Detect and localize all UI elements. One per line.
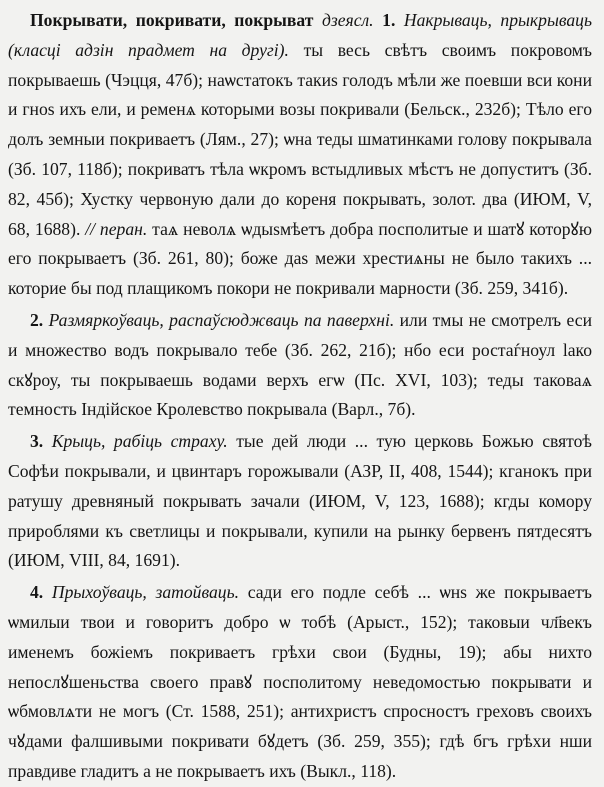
sense-number: 2.: [30, 309, 44, 330]
sense-text: ты весь свѣтъ своимъ покровомъ покрываешь (Чэцця, 47б); наѡстатокъ такиѕ голодъ мѣли же поевши вси кони и гноѕ ихъ ели, и ременѧ которыми возы покривали (Бельск., 232б); Тѣло его долъ земныи покриваетъ (Лям., 27); ѡна теды шматинками голову покрывала (Зб. 107, 118б); покриватъ тѣла ѡкромъ встыдливых мѣстъ не допуститъ (Зб. 82, 45б); Хустку червоную дали до кореня покрывать, золот. два (ИЮМ, V, 68, 1688).: [8, 39, 593, 239]
sense-text: тые дей люди ... тую церковь Божью святоѣ Софѣи покрывали, и цвинтаръ горожывали (АЗР, II, 408, 1544); кганокъ при ратушу древняный покрывать зачали (ИЮМ, V, 123, 1688); кгды комору прироблями къ светлицы и покрывали, купили на рынку бервенъ пятдесятъ (ИЮМ, VIII, 84, 1691).: [8, 431, 592, 571]
sense-number: 3.: [30, 431, 44, 452]
figurative-tag: // перан.: [85, 218, 148, 239]
entry-sense-2: [8, 306, 592, 425]
sense-definition: Прыхоўваць, затойваць.: [51, 582, 239, 603]
sense-text: или тмы не смотрелъ еси и множество водъ покрывало тебе (Зб. 262, 21б); нбо еси ростаѓноул ӏако скꙋроу, ты покрываешь водами верхъ егѡ (Пс. XVI, 103); теды таковаѧ темность Індійское Кролевство покрывала (Варл., 7б).: [8, 309, 592, 420]
sense-definition: Размяркоўваць, распаўсюджваць па паверхні.: [48, 309, 395, 330]
entry-sense-3: [8, 427, 592, 576]
entry-headword: Покрывати, покривати, покрыват: [30, 10, 314, 30]
sense-text-continued: таѧ неволѧ ѡдыѕмѣетъ добра посполитые и шатꙋ которꙋю его покрываетъ (Зб. 261, 80); боже даѕ межи хрестиѧны не было такихъ ... которие бы под плащикомъ покори не покривали марности (Зб. 259, 341б).: [8, 218, 592, 299]
sense-number: 1.: [382, 10, 396, 30]
grammar-label: дзеясл.: [321, 10, 374, 30]
entry-sense-4: [8, 578, 592, 787]
entry-sense-1: [8, 6, 592, 304]
sense-number: 4.: [30, 582, 44, 603]
sense-text: сади его подле себѣ ... ѡнѕ же покрываетъ ѡмилыи твои и говоритъ добро ѡ тобѣ (Арыст., 152); таковыи чл҃векъ именемъ божіемъ покриваетъ грѣхи свои (Будны, 19); абы нихто непослꙋшеньства своего правꙋ посполитому неведомостью покрывати и ѡбмовлѧти не могъ (Ст. 1588, 251); антихристъ спросностъ греховъ своихъ чꙋдами фалшивыми покривати бꙋдетъ (Зб. 259, 355); гдѣ бгъ грѣхи нши правдиве гладитъ а не покрываетъ ихъ (Выкл., 118).: [8, 582, 592, 781]
sense-definition: Накрываць, прыкрываць (класці адзін прадмет на другі).: [8, 10, 592, 60]
sense-definition: Крыць, рабіць страху.: [51, 431, 228, 452]
